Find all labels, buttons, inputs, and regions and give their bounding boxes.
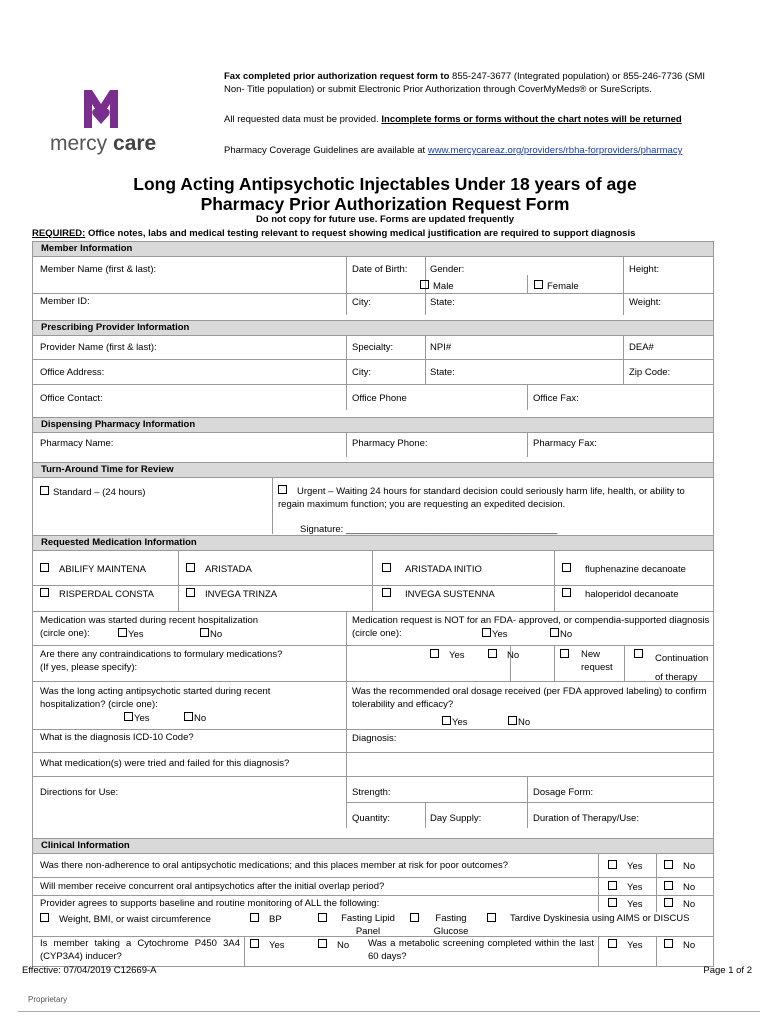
metabolic-question: Was a metabolic screening completed within the last 60 days?: [368, 938, 594, 962]
form-title-line1: Long Acting Antipsychotic Injectables Under 18 years of age: [133, 174, 637, 194]
yes-label: Yes: [134, 713, 150, 724]
dea-label: DEA#: [629, 342, 654, 353]
checkbox-icon[interactable]: [40, 913, 49, 922]
checkbox-icon[interactable]: [318, 939, 327, 948]
contra-specify: (If yes, please specify):: [40, 662, 138, 673]
guidelines-link[interactable]: www.mercycareaz.org/providers/rbha-forproviders/pharmacy: [427, 145, 683, 156]
no-label: No: [194, 713, 207, 724]
checkbox-icon[interactable]: [430, 649, 439, 658]
provider-name-label: Provider Name (first & last):: [40, 342, 157, 353]
tried-question: What medication(s) were tried and failed for this diagnosis?: [40, 758, 290, 769]
drug-risperdal-consta[interactable]: [40, 588, 154, 601]
checkbox-icon[interactable]: [608, 881, 617, 890]
continuation-option[interactable]: [634, 649, 647, 662]
lai-question: Was the long acting antipsychotic started during recent hospitalization? (circle one):: [40, 686, 271, 710]
checkbox-icon[interactable]: [608, 860, 617, 869]
authorization-form: [32, 241, 714, 967]
checkbox-icon[interactable]: [608, 939, 617, 948]
turnaround-section: Turn-Around Time for Review: [32, 462, 714, 478]
guidelines-note: [224, 144, 724, 157]
continuation-label: Continuation of therapy: [655, 653, 709, 683]
oral-question: Was the recommended oral dosage received (per FDA approved labeling) to confirm tolerability and efficacy?: [352, 686, 707, 710]
checkbox-icon[interactable]: [382, 588, 391, 597]
drug-label: RISPERDAL CONSTA: [59, 589, 155, 600]
checkbox-icon[interactable]: [40, 486, 49, 495]
checkbox-icon[interactable]: [186, 563, 195, 572]
monitor-glucose[interactable]: [410, 913, 423, 926]
proprietary-label: Proprietary: [28, 995, 68, 1004]
weight-label: Weight:: [629, 297, 662, 308]
checkbox-icon[interactable]: [200, 628, 209, 637]
checkbox-icon[interactable]: [250, 913, 259, 922]
footer-divider: [18, 1011, 760, 1012]
member-section: Member Information: [32, 241, 714, 257]
checkbox-icon[interactable]: [40, 588, 49, 597]
page-number: Page 1 of 2: [703, 965, 752, 976]
logo-care: care: [113, 132, 157, 155]
standard-label: Standard – (24 hours): [53, 487, 146, 498]
female-label: Female: [547, 281, 579, 292]
required-text: Office notes, labs and medical testing relevant to request showing medical justification are required to support diagnosis: [85, 228, 636, 239]
height-label: Height:: [629, 264, 660, 275]
yes-label: Yes: [627, 899, 643, 910]
drug-invega-trinza[interactable]: [186, 588, 277, 601]
no-label: No: [518, 717, 531, 728]
no-label: No: [683, 940, 696, 951]
hosp-question: Medication was started during recent hospitalization: [40, 615, 259, 626]
checkbox-icon[interactable]: [634, 649, 643, 658]
checkbox-icon[interactable]: [278, 485, 287, 494]
standard-option[interactable]: [40, 486, 145, 499]
drug-label: INVEGA SUSTENNA: [405, 589, 495, 600]
checkbox-icon[interactable]: [534, 280, 543, 289]
monitor-weight[interactable]: [40, 913, 211, 926]
checkbox-icon[interactable]: [420, 280, 429, 289]
fax-bold: Fax completed prior authorization request form to: [224, 71, 450, 82]
day-supply-label: Day Supply:: [430, 813, 482, 824]
zip-label: Zip Code:: [629, 367, 671, 378]
yes-label: Yes: [269, 940, 285, 951]
metabolic-no[interactable]: [664, 939, 695, 952]
checkbox-icon[interactable]: [508, 716, 517, 725]
monitor-bp[interactable]: [250, 913, 282, 926]
pharmacy-fax-label: Pharmacy Fax:: [533, 438, 597, 449]
strength-label: Strength:: [352, 787, 391, 798]
male-option[interactable]: [420, 280, 454, 293]
urgent-option[interactable]: [278, 485, 708, 511]
clinical-q1: Was there non-adherence to oral antipsychotic medications; and this places member at risk for poor outcomes?: [40, 860, 509, 871]
drug-label: ARISTADA INITIO: [405, 564, 482, 575]
drug-aristada[interactable]: [186, 563, 252, 576]
contra-no[interactable]: [488, 649, 519, 662]
fax-instructions: [224, 70, 724, 96]
drug-invega-sustenna[interactable]: [382, 588, 495, 601]
monitor-tardive[interactable]: [487, 913, 500, 926]
no-label: No: [683, 861, 696, 872]
clinical-section: Clinical Information: [32, 838, 714, 854]
yes-label: Yes: [492, 629, 508, 640]
q3-yes[interactable]: [608, 898, 643, 911]
diagnosis-label: Diagnosis:: [352, 733, 397, 744]
pharmacy-name-label: Pharmacy Name:: [40, 438, 114, 449]
bp-label: BP: [269, 914, 282, 925]
metabolic-yes[interactable]: [608, 939, 643, 952]
checkbox-icon[interactable]: [250, 939, 259, 948]
new-request-option[interactable]: [560, 649, 581, 662]
npi-label: NPI#: [430, 342, 452, 353]
glucose-label: Fasting Glucose: [433, 913, 469, 937]
checkbox-icon[interactable]: [118, 628, 127, 637]
checkbox-icon[interactable]: [184, 712, 193, 721]
yes-label: Yes: [627, 940, 643, 951]
cyp-question: Is member taking a Cytochrome P450 3A4 (CYP3A4) inducer?: [40, 938, 240, 962]
checkbox-icon[interactable]: [562, 563, 571, 572]
q3-no[interactable]: [664, 898, 695, 911]
requested-plain: All requested data must be provided.: [224, 114, 382, 125]
contra-yes[interactable]: [430, 649, 465, 662]
dob-label: Date of Birth:: [352, 264, 408, 275]
yes-label: Yes: [627, 882, 643, 893]
q2-no[interactable]: [664, 881, 695, 894]
lipid-label: Fasting Lipid Panel: [341, 913, 395, 937]
logo-mercy: mercy: [50, 132, 108, 155]
fda-yes[interactable]: [482, 628, 508, 641]
checkbox-icon[interactable]: [550, 628, 559, 637]
form-notice: Do not copy for future use. Forms are updated frequently: [255, 214, 515, 225]
provider-section: Prescribing Provider Information: [32, 320, 714, 336]
drug-haloperidol-decanoate[interactable]: [562, 588, 679, 601]
lai-no[interactable]: [184, 712, 206, 725]
no-label: No: [683, 882, 696, 893]
icd-question: What is the diagnosis ICD-10 Code?: [40, 732, 194, 743]
specialty-label: Specialty:: [352, 342, 394, 353]
dosage-form-label: Dosage Form:: [533, 787, 594, 798]
member-city-label: City:: [352, 297, 371, 308]
checkbox-icon[interactable]: [664, 881, 673, 890]
oral-no[interactable]: [508, 716, 530, 729]
checkbox-icon[interactable]: [560, 649, 569, 658]
clinical-q3: Provider agrees to supports baseline and routine monitoring of ALL the following:: [40, 898, 380, 909]
requested-bold: Incomplete forms or forms without the chart notes will be returned: [381, 114, 682, 125]
contra-question: Are there any contraindications to formulary medications?: [40, 649, 283, 660]
new-request-label: New request: [581, 649, 613, 673]
form-title-line2: Pharmacy Prior Authorization Request Form: [200, 194, 570, 214]
office-fax-label: Office Fax:: [533, 393, 579, 404]
q1-no[interactable]: [664, 860, 695, 873]
yes-label: Yes: [452, 717, 468, 728]
q1-yes[interactable]: [608, 860, 643, 873]
hosp-no[interactable]: [200, 628, 222, 641]
required-label: REQUIRED:: [32, 228, 86, 239]
pharmacy-section: Dispensing Pharmacy Information: [32, 417, 714, 433]
directions-label: Directions for Use:: [40, 787, 119, 798]
office-contact-label: Office Contact:: [40, 393, 103, 404]
hosp-circle: (circle one):: [40, 628, 90, 639]
tardive-label: Tardive Dyskinesia using AIMS or DISCUS: [510, 913, 690, 924]
checkbox-icon[interactable]: [664, 939, 673, 948]
yes-label: Yes: [128, 629, 144, 640]
no-label: No: [683, 899, 696, 910]
pharmacy-phone-label: Pharmacy Phone:: [352, 438, 428, 449]
medication-section: Requested Medication Information: [32, 535, 714, 551]
provider-city-label: City:: [352, 367, 371, 378]
drug-aristada-initio[interactable]: [382, 563, 482, 576]
mercy-care-logo: [48, 84, 178, 160]
checkbox-icon[interactable]: [482, 628, 491, 637]
cyp-yes[interactable]: [250, 939, 285, 952]
clinical-q2: Will member receive concurrent oral antipsychotics after the initial overlap period?: [40, 881, 385, 892]
hosp-yes[interactable]: [118, 628, 144, 641]
member-name-label: Member Name (first & last):: [40, 264, 157, 275]
no-label: No: [210, 629, 223, 640]
checkbox-icon[interactable]: [488, 649, 497, 658]
drug-label: INVEGA TRINZA: [205, 589, 278, 600]
drug-label: haloperidol decanoate: [585, 589, 679, 600]
provider-state-label: State:: [430, 367, 455, 378]
office-phone-label: Office Phone: [352, 393, 407, 404]
requested-data-note: [224, 113, 724, 126]
checkbox-icon[interactable]: [186, 588, 195, 597]
checkbox-icon[interactable]: [562, 588, 571, 597]
no-label: No: [337, 940, 350, 951]
checkbox-icon[interactable]: [487, 913, 496, 922]
checkbox-icon[interactable]: [664, 860, 673, 869]
checkbox-icon[interactable]: [608, 898, 617, 907]
drug-label: ARISTADA: [205, 564, 252, 575]
female-option[interactable]: [534, 280, 579, 293]
urgent-label: Urgent – Waiting 24 hours for standard decision could seriously harm life, health, or ability to regain maximum function; you are requesting an expedited decision.: [278, 486, 685, 510]
required-note: [32, 228, 635, 239]
checkbox-icon[interactable]: [664, 898, 673, 907]
no-label: No: [560, 629, 573, 640]
monitor-lipid[interactable]: [318, 913, 337, 926]
lai-yes[interactable]: [124, 712, 150, 725]
signature-line[interactable]: Signature: ________________________________________: [300, 524, 558, 535]
oral-yes[interactable]: [442, 716, 468, 729]
member-id-label: Member ID:: [40, 296, 90, 307]
drug-label: ABILIFY MAINTENA: [59, 564, 146, 575]
no-label: No: [507, 650, 520, 661]
fda-question: Medication request is NOT for an FDA- approved, or compendia-supported diagnosis (circle one):: [352, 615, 710, 639]
checkbox-icon[interactable]: [410, 913, 419, 922]
drug-label: fluphenazine decanoate: [585, 564, 686, 575]
duration-label: Duration of Therapy/Use:: [533, 813, 639, 824]
yes-label: Yes: [449, 650, 465, 661]
cyp-no[interactable]: [318, 939, 349, 952]
drug-fluphenazine-decanoate[interactable]: [562, 563, 686, 576]
member-state-label: State:: [430, 297, 455, 308]
checkbox-icon[interactable]: [40, 563, 49, 572]
checkbox-icon[interactable]: [124, 712, 133, 721]
quantity-label: Quantity:: [352, 813, 391, 824]
drug-abilify-maintena[interactable]: [40, 563, 146, 576]
checkbox-icon[interactable]: [318, 913, 327, 922]
male-label: Male: [433, 281, 454, 292]
guidelines-text: Pharmacy Coverage Guidelines are available at: [224, 145, 428, 156]
effective-date: Effective: 07/04/2019 C12669-A: [22, 965, 157, 976]
office-address-label: Office Address:: [40, 367, 105, 378]
q2-yes[interactable]: [608, 881, 643, 894]
checkbox-icon[interactable]: [442, 716, 451, 725]
weight-bmi-label: Weight, BMI, or waist circumference: [59, 914, 211, 925]
fda-no[interactable]: [550, 628, 572, 641]
gender-label: Gender:: [430, 264, 465, 275]
checkbox-icon[interactable]: [382, 563, 391, 572]
fax-rest: 855-247-3677 (Integrated population) or 855-246-7736 (SMI Non- Title population) or submit Electronic Prior Authorization through CoverMyMeds® or SureScripts.: [224, 71, 706, 95]
yes-label: Yes: [627, 861, 643, 872]
